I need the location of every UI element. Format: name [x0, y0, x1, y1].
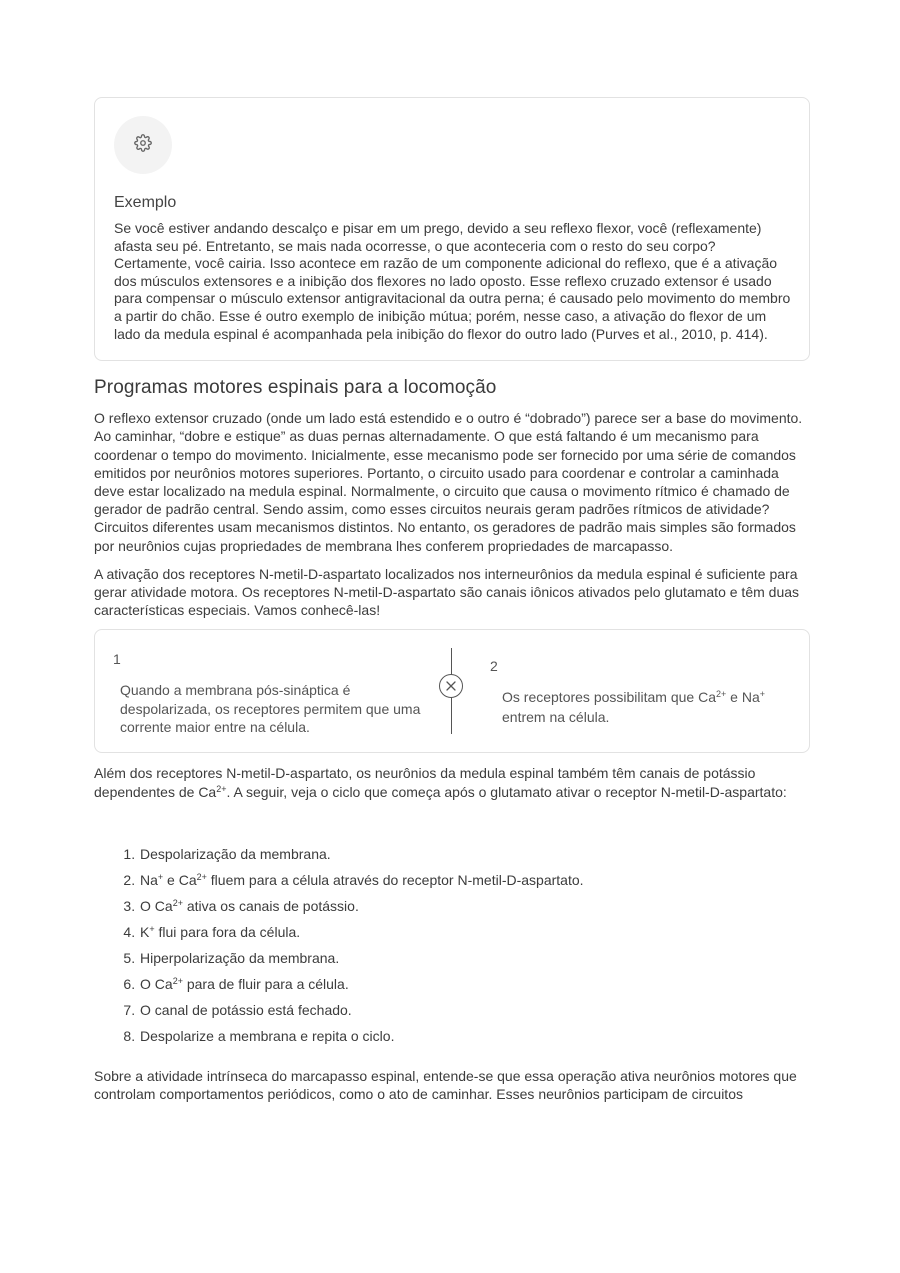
potassium-symbol: K	[140, 923, 150, 940]
step-1-number: 1	[113, 651, 121, 668]
cycle-item-8: Despolarize a membrana e repita o ciclo.	[140, 1027, 395, 1044]
paragraph-3-suffix: . A seguir, veja o ciclo que começa após o glutamato ativar o receptor N-metil-D-aspartato:	[226, 783, 787, 800]
gear-icon	[134, 134, 152, 157]
list-item	[139, 997, 810, 1023]
cycle-item-6-prefix: O Ca	[140, 975, 173, 992]
list-item	[139, 893, 810, 919]
calcium-charge: 2+	[196, 871, 207, 882]
step-2-mid: e Na	[726, 689, 760, 706]
cycle-item-2-suffix: fluem para a célula através do receptor N-metil-D-aspartato.	[206, 871, 584, 888]
paragraph-3	[94, 764, 810, 800]
section-paragraph-1: O reflexo extensor cruzado (onde um lado está estendido e o outro é “dobrado”) parece ser a base do movimento. Ao caminhar, “dobre e estique” as duas pernas alternadamente. O que está faltando é um mecanismo para coordenar o tempo do movimento. Inicialmente, esse mecanismo pode ser fornecido por uma série de comandos emitidos por neurônios motores superiores. Portanto, o circuito usado para coordenar e controlar a caminhada deve estar localizado na medula espinal. Normalmente, o circuito que causa o movimento rítmico é chamado de gerador de padrão central. Sendo assim, como esses circuitos neurais geram padrões rítmicos de atividade? Circuitos diferentes usam mecanismos distintos. No entanto, os geradores de padrão mais simples são formados por neurônios cujas propriedades de membrana lhes conferem propriedades de marcapasso.	[94, 410, 803, 554]
list-item	[139, 919, 810, 945]
example-icon-badge	[114, 116, 172, 174]
step-1-text: Quando a membrana pós-sináptica é despolarizada, os receptores permitem que uma corrente maior entre na célula.	[120, 682, 421, 736]
potassium-charge: +	[149, 923, 155, 934]
cycle-item-5: Hiperpolarização da membrana.	[140, 949, 340, 966]
step-2-text	[502, 688, 792, 727]
characteristics-card	[94, 629, 810, 753]
section-title: Programas motores espinais para a locomoção	[94, 377, 497, 399]
sodium-charge: +	[157, 871, 164, 882]
cycle-item-6-suffix: para de fluir para a célula.	[182, 975, 349, 992]
list-item	[139, 867, 810, 893]
section-paragraph-2: A ativação dos receptores N-metil-D-aspartato localizados nos interneurônios da medula espinal é suficiente para gerar atividade motora. Os receptores N-metil-D-aspartato são canais iônicos ativados pelo glutamato e têm duas características especiais. Vamos conhecê-las!	[94, 565, 800, 619]
sodium-symbol: Na	[140, 871, 158, 888]
calcium-charge: 2+	[716, 689, 727, 700]
cycle-item-7: O canal de potássio está fechado.	[140, 1001, 352, 1018]
step-2-prefix: Os receptores possibilitam que Ca	[502, 689, 716, 706]
cycle-item-1: Despolarização da membrana.	[140, 845, 331, 862]
list-item	[139, 945, 810, 971]
page-content	[94, 97, 810, 1113]
list-item	[139, 841, 810, 867]
closing-paragraph: Sobre a atividade intrínseca do marcapasso espinal, entende-se que essa operação ativa neurônios motores que controlam comportamentos periódicos, como o ato de caminhar. Esses neurônios participam de circuitos	[94, 1067, 797, 1102]
close-icon	[439, 674, 463, 698]
cycle-list	[94, 841, 810, 1049]
calcium-charge: 2+	[216, 783, 227, 794]
calcium-charge: 2+	[172, 975, 183, 986]
cycle-item-3-prefix: O Ca	[140, 897, 173, 914]
example-card	[94, 97, 810, 361]
example-title: Exemplo	[114, 194, 177, 211]
example-text: Se você estiver andando descalço e pisar em um prego, devido a seu reflexo flexor, você (reflexamente) afasta seu pé. Entretanto, se mais nada ocorresse, o que aconteceria com o resto do seu corpo? Certamente, você cairia. Isso acontece em razão de um componente adicional do reflexo, que é a ativação dos músculos extensores e a inibição dos flexores no lado oposto. Esse reflexo cruzado extensor é usado para compensar o músculo extensor antigravitacional da outra perna; é causado pelo movimento do membro a partir do chão. Esse é outro exemplo de inibição mútua; porém, nesse caso, a ativação do flexor de um lado da medula espinal é acompanhada pela inibição do flexor do outro lado (Purves et al., 2010, p. 414).	[114, 220, 791, 342]
cycle-item-2-mid: e Ca	[163, 871, 197, 888]
step-2-suffix: entrem na célula.	[502, 708, 610, 725]
paragraph-3-prefix: Além dos receptores N-metil-D-aspartato, os neurônios da medula espinal também têm canais de potássio dependentes de Ca	[94, 765, 756, 800]
step-2-number: 2	[490, 658, 498, 675]
list-item	[139, 971, 810, 997]
list-item	[139, 1023, 810, 1049]
cycle-item-4-suffix: flui para fora da célula.	[154, 923, 301, 940]
calcium-charge: 2+	[172, 897, 183, 908]
sodium-charge: +	[759, 689, 765, 700]
cycle-item-3-suffix: ativa os canais de potássio.	[182, 897, 359, 914]
